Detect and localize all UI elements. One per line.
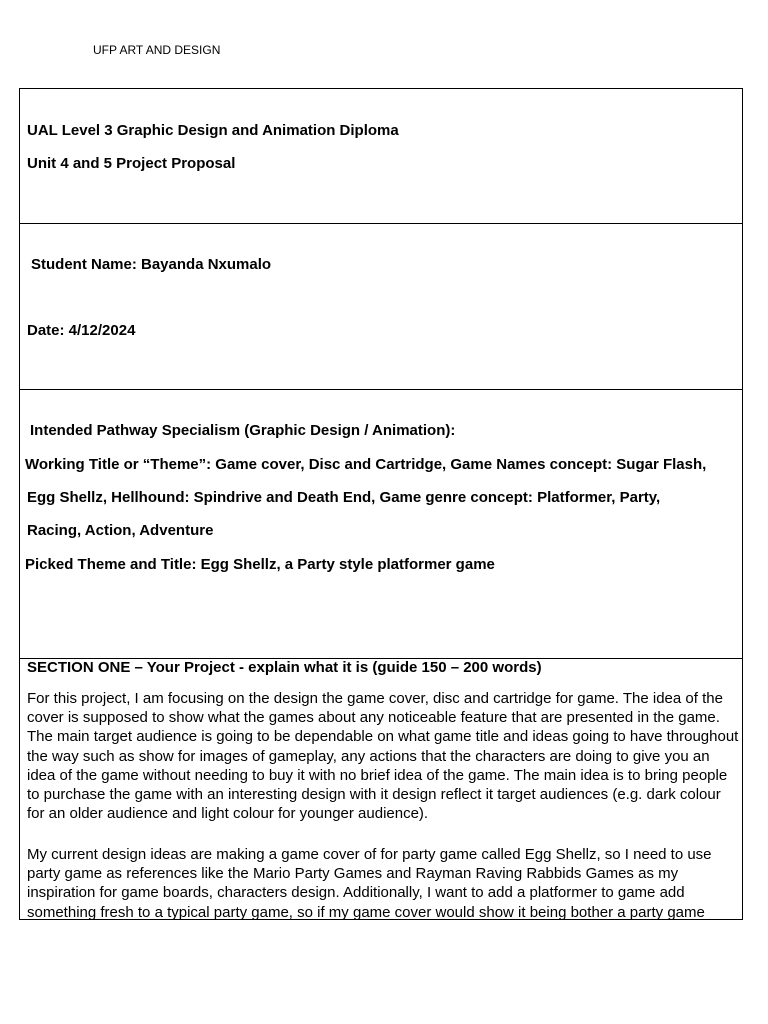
pathway-specialism: Intended Pathway Specialism (Graphic Design / Animation): bbox=[30, 422, 456, 439]
pathway-cell bbox=[20, 390, 742, 659]
date-field: Date: 4/12/2024 bbox=[27, 322, 136, 339]
unit-title: Unit 4 and 5 Project Proposal bbox=[27, 155, 236, 172]
picked-theme: Picked Theme and Title: Egg Shellz, a Party style platformer game bbox=[25, 556, 495, 573]
working-title-line-3: Racing, Action, Adventure bbox=[27, 522, 214, 539]
proposal-form-table bbox=[19, 88, 743, 920]
title-cell bbox=[20, 89, 742, 224]
section-one-paragraph-2: My current design ideas are making a game cover of for party game called Egg Shellz, so I need to use party game as references like the Mario Party Games and Rayman Raving Rabbids Games as my inspiration for game boards, characters design. Additionally, I want to add a platformer to game add something fresh to a typical party game, so if my game cover would show it being bother a party game bbox=[27, 846, 712, 919]
section-one-heading: SECTION ONE – Your Project - explain what it is (guide 150 – 200 words) bbox=[27, 659, 542, 676]
section-one-paragraph-1: For this project, I am focusing on the design the game cover, disc and cartridge for game. The idea of the cover is supposed to show what the games about any noticeable feature that are presented in the game. The main target audience is going to be dependable on what game title and ideas going to have throughout the way such as show for images of gameplay, any actions that the characters are doing to give you an idea of the game without needing to buy it with no brief idea of the game. The main idea is to bring people to purchase the game with an interesting design with it design reflect it target audiences (e.g. dark colour for an older audience and light colour for younger audience). bbox=[27, 690, 739, 823]
student-name: Student Name: Bayanda Nxumalo bbox=[31, 256, 272, 273]
diploma-title: UAL Level 3 Graphic Design and Animation Diploma bbox=[27, 122, 399, 139]
section-one-cell bbox=[20, 659, 742, 919]
student-info-cell bbox=[20, 224, 742, 390]
document-header: UFP ART AND DESIGN bbox=[93, 43, 221, 57]
working-title-line-1: Working Title or “Theme”: Game cover, Disc and Cartridge, Game Names concept: Sugar Flash, bbox=[25, 456, 707, 473]
working-title-line-2: Egg Shellz, Hellhound: Spindrive and Death End, Game genre concept: Platformer, Party, bbox=[27, 489, 661, 506]
